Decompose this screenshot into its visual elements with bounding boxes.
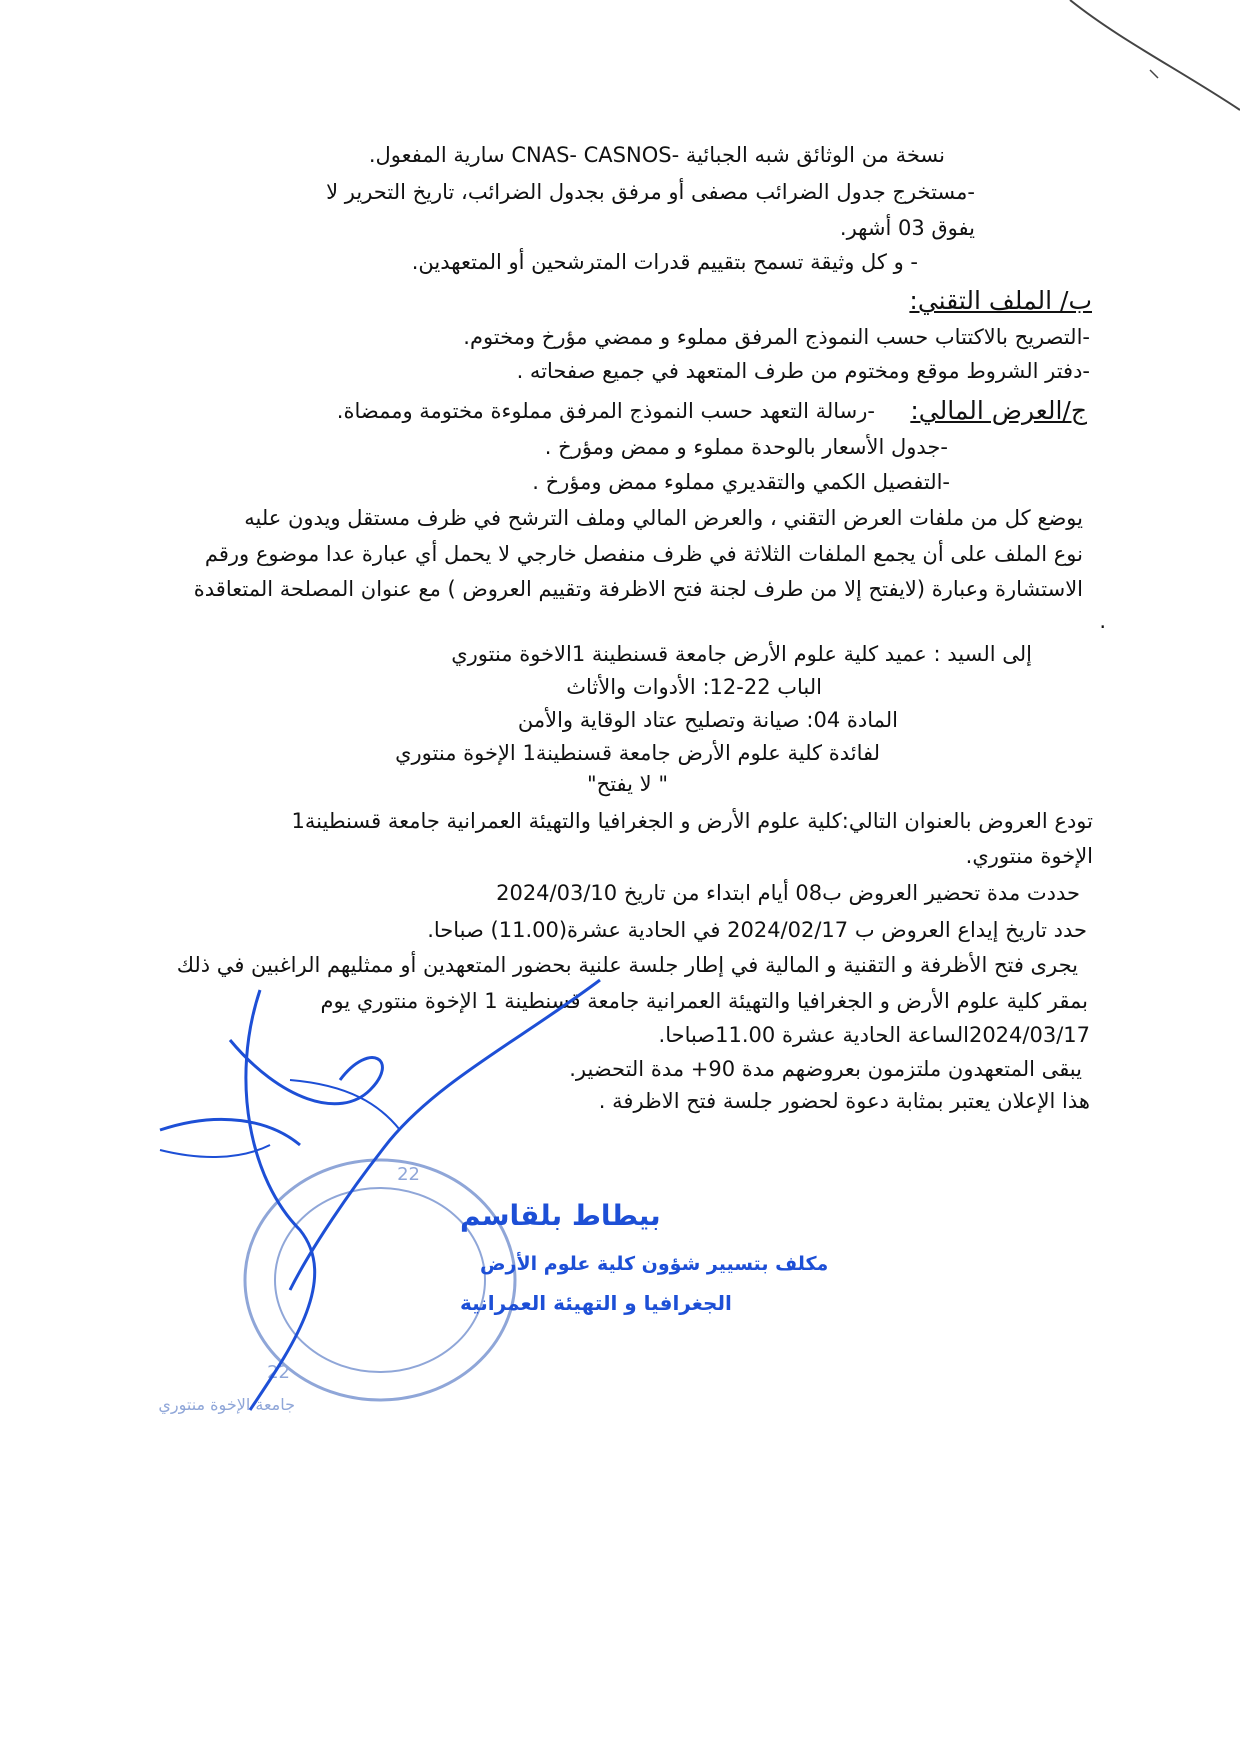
svg-text:22: 22 — [397, 1164, 420, 1185]
doc-line-1: نسخة من الوثائق شبه الجبائية -CNAS- CASNOS سارية المفعول. — [368, 143, 945, 167]
opening-line-2: بمقر كلية علوم الأرض و الجغرافيا والتهيئة العمرانية جامعة قسنطينة 1 الإخوة منتوري يوم — [320, 989, 1088, 1013]
opening-line-3: 2024/03/17الساعة الحادية عشرة 11.00صباحا. — [658, 1023, 1090, 1047]
address-chapter: الباب 22-12: الأدوات والأثاث — [566, 675, 822, 699]
deposit-line-1: تودع العروض بالعنوان التالي:كلية علوم الأرض و الجغرافيا والتهيئة العمرانية جامعة قسنطينة1 — [291, 809, 1093, 833]
envelope-line-3: الاستشارة وعبارة (لايفتح إلا من طرف لجنة فتح الاظرفة وتقييم العروض ) مع عنوان المصلحة المتعاقدة — [193, 577, 1083, 601]
address-article: المادة 04: صيانة وتصليح عتاد الوقاية والأمن — [517, 708, 898, 732]
financial-heading: ج/العرض المالي: — [910, 396, 1087, 425]
opening-line-1: يجرى فتح الأظرفة و التقنية و المالية في إطار جلسة علنية بحضور المتعهدين أو ممثليهم الراغبين في ذلك — [176, 953, 1078, 977]
prep-period-line: حددت مدة تحضير العروض ب08 أيام ابتداء من تاريخ 2024/03/10 — [496, 881, 1080, 905]
doc-line-2: -مستخرج جدول الضرائب مصفى أو مرفق بجدول الضرائب، تاريخ التحرير لا — [326, 180, 975, 204]
envelope-line-2: نوع الملف على أن يجمع الملفات الثلاثة في ظرف منفصل خارجي لا يحمل أي عبارة عدا موضوع ورقم — [204, 542, 1083, 566]
deposit-line-2: الإخوة منتوري. — [965, 844, 1093, 868]
technical-item-2: -دفتر الشروط موقع ومختوم من طرف المتعهد في جميع صفحاته . — [516, 359, 1090, 383]
validity-line: يبقى المتعهدون ملتزمون بعروضهم مدة 90+ مدة التحضير. — [569, 1057, 1082, 1081]
svg-text:22: 22 — [267, 1362, 290, 1383]
svg-text:بيطاط بلقاسم: بيطاط بلقاسم — [460, 1199, 661, 1232]
envelope-line-1: يوضع كل من ملفات العرض التقني ، والعرض المالي وملف الترشح في ظرف مستقل ويدون عليه — [244, 506, 1083, 530]
svg-text:مكلف بتسيير شؤون كلية علوم الأ: مكلف بتسيير شؤون كلية علوم الأرض — [480, 1253, 829, 1275]
technical-item-1: -التصريح بالاكتتاب حسب النموذج المرفق مملوء و ممضي مؤرخ ومختوم. — [463, 325, 1090, 349]
do-not-open-label: " لا يفتح" — [586, 772, 668, 796]
envelope-line-4: . — [1099, 609, 1106, 633]
svg-text:جامعة الإخوة منتوري: جامعة الإخوة منتوري — [158, 1395, 295, 1414]
svg-text:الجغرافيا و التهيئة العمرانية: الجغرافيا و التهيئة العمرانية — [460, 1291, 732, 1315]
signature — [140, 930, 1140, 1430]
financial-heading-text: -رسالة التعهد حسب النموذج المرفق مملوءة مختومة وممضاة. — [336, 399, 875, 423]
notice-line: هذا الإعلان يعتبر بمثابة دعوة لحضور جلسة فتح الاظرفة . — [598, 1089, 1090, 1113]
financial-item-2: -التفصيل الكمي والتقديري مملوء ممض ومؤرخ . — [532, 470, 950, 494]
address-to: إلى السيد : عميد كلية علوم الأرض جامعة قسنطينة 1الاخوة منتوري — [451, 642, 1032, 666]
technical-heading: ب/ الملف التقني: — [909, 286, 1092, 315]
address-beneficiary: لفائدة كلية علوم الأرض جامعة قسنطينة1 الإخوة منتوري — [395, 741, 880, 765]
doc-line-3: يفوق 03 أشهر. — [839, 216, 975, 240]
page-corner-fold — [1040, 0, 1240, 120]
deposit-date-line: حدد تاريخ إيداع العروض ب 2024/02/17 في الحادية عشرة(11.00) صباحا. — [427, 918, 1087, 942]
doc-line-4: - و كل وثيقة تسمح بتقييم قدرات المترشحين أو المتعهدين. — [411, 250, 918, 274]
financial-item-1: -جدول الأسعار بالوحدة مملوء و ممض ومؤرخ . — [544, 435, 948, 459]
